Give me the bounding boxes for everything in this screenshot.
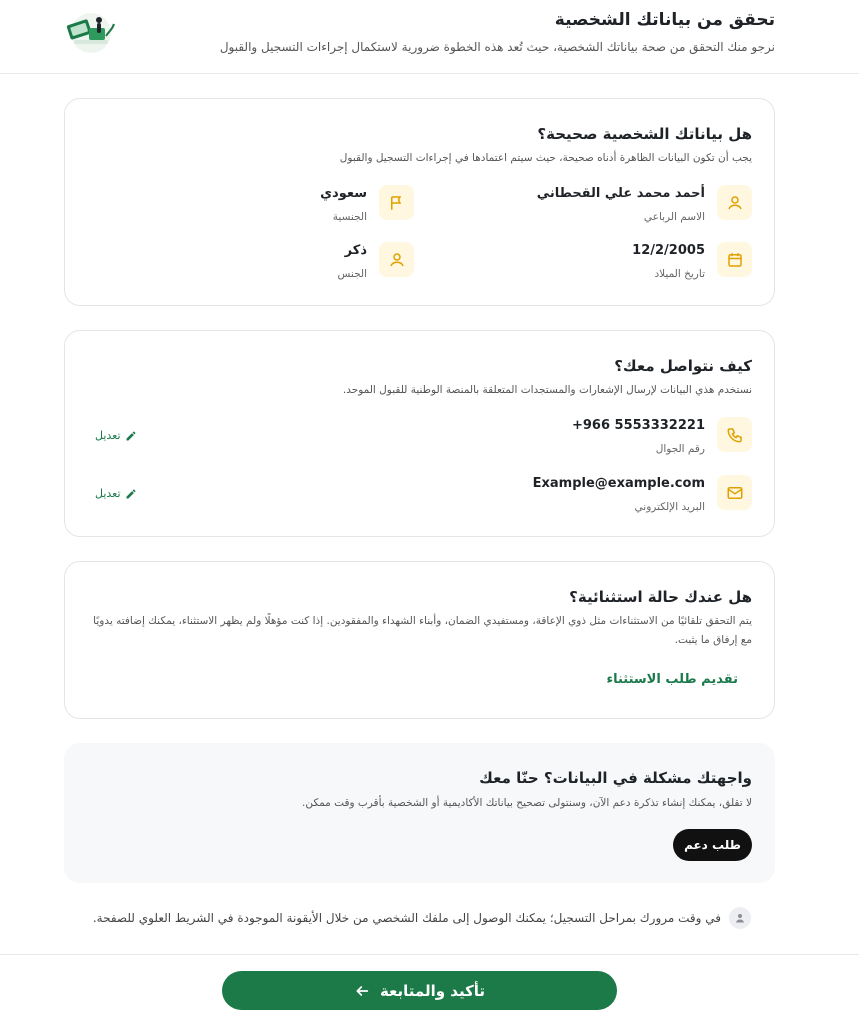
personal-card-title: هل بياناتك الشخصية صحيحة؟: [537, 125, 752, 143]
field-full-name: [537, 185, 752, 225]
request-support-button[interactable]: طلب دعم: [673, 829, 752, 861]
full-name-label: الاسم الرباعي: [643, 211, 705, 223]
calendar-icon: [717, 242, 752, 277]
field-nationality: [320, 185, 414, 225]
edit-phone-label: تعديل: [95, 429, 121, 442]
field-birth-date: [632, 242, 752, 282]
exception-description-line-1: يتم التحقق تلقائيًا من الاستثناءات مثل ذوي الإعاقة، ومستفيدي الضمان، وأبناء الشهداء والمفقودين. إذا كنت مؤهلًا ولم يظهر الاستثناء، يمكنك إضافته يدويًا: [93, 615, 752, 627]
gender-value: ذكر: [344, 243, 367, 258]
illustration-logo: [62, 8, 120, 54]
phone-label: رقم الجوال: [655, 443, 705, 455]
submit-exception-link[interactable]: تقديم طلب الاستثناء: [606, 672, 738, 687]
edit-email-label: تعديل: [95, 487, 121, 500]
edit-phone-button[interactable]: [95, 429, 137, 442]
contact-card: [64, 330, 775, 537]
flag-icon: [379, 185, 414, 220]
full-name-value: أحمد محمد علي القحطاني: [536, 186, 705, 201]
header-titles: [220, 9, 775, 55]
exception-card-description: [93, 612, 752, 650]
support-card-title: واجهتك مشكلة في البيانات؟ حنّا معك: [479, 769, 752, 787]
birth-date-label: تاريخ الميلاد: [654, 268, 705, 280]
profile-icon: [729, 907, 751, 929]
email-label: البريد الإلكتروني: [634, 501, 705, 513]
page-title: تحقق من بياناتك الشخصية: [554, 10, 775, 30]
field-phone: [572, 417, 752, 457]
email-value: Example@example.com: [532, 476, 705, 491]
contact-card-title: كيف نتواصل معك؟: [614, 357, 752, 375]
gender-label: الجنس: [337, 268, 367, 280]
top-bar: [0, 0, 859, 74]
personal-data-card: [64, 98, 775, 306]
person-icon: [379, 242, 414, 277]
page-subtitle: نرجو منك التحقق من صحة بياناتك الشخصية، حيث تُعد هذه الخطوة ضرورية لاستكمال إجراءات التسجيل والقبول: [219, 40, 775, 54]
exception-description-line-2: مع إرفاق ما يثبت.: [674, 634, 752, 646]
confirm-label: تأكيد والمتابعة: [379, 981, 486, 1000]
exception-card-title: هل عندك حالة استثنائية؟: [569, 588, 752, 606]
bottom-bar: [0, 954, 859, 1024]
phone-value: +966 5553332221: [571, 418, 705, 433]
note-text: في وقت مرورك بمراحل التسجيل؛ يمكنك الوصول إلى ملفك الشخصي من خلال الأيقونة الموجودة في الشريط العلوي للصفحة.: [92, 911, 721, 925]
nationality-value: سعودي: [320, 186, 367, 201]
profile-access-note: [93, 907, 751, 929]
phone-icon: [717, 417, 752, 452]
support-card-description: لا تقلق، يمكنك إنشاء تذكرة دعم الآن، وسنتولى تصحيح بياناتك الأكاديمية أو الشخصية بأقرب وقت ممكن.: [301, 797, 752, 809]
person-icon: [717, 185, 752, 220]
personal-card-description: يجب أن تكون البيانات الظاهرة أدناه صحيحة، حيث سيتم اعتمادها في إجراءات التسجيل والقبول: [339, 152, 752, 164]
field-gender: [338, 242, 414, 282]
nationality-label: الجنسية: [332, 211, 367, 223]
support-card: [64, 743, 775, 883]
edit-email-button[interactable]: [95, 487, 137, 500]
birth-date-value: 12/2/2005: [632, 243, 705, 258]
exception-card: [64, 561, 775, 719]
field-email: [533, 475, 752, 515]
mail-icon: [717, 475, 752, 510]
contact-card-description: نستخدم هذي البيانات لإرسال الإشعارات والمستجدات المتعلقة بالمنصة الوطنية للقبول الموحد.: [342, 384, 752, 396]
arrow-left-icon: [354, 983, 370, 999]
pencil-icon: [125, 430, 137, 442]
pencil-icon: [125, 488, 137, 500]
confirm-continue-button[interactable]: [222, 971, 617, 1010]
